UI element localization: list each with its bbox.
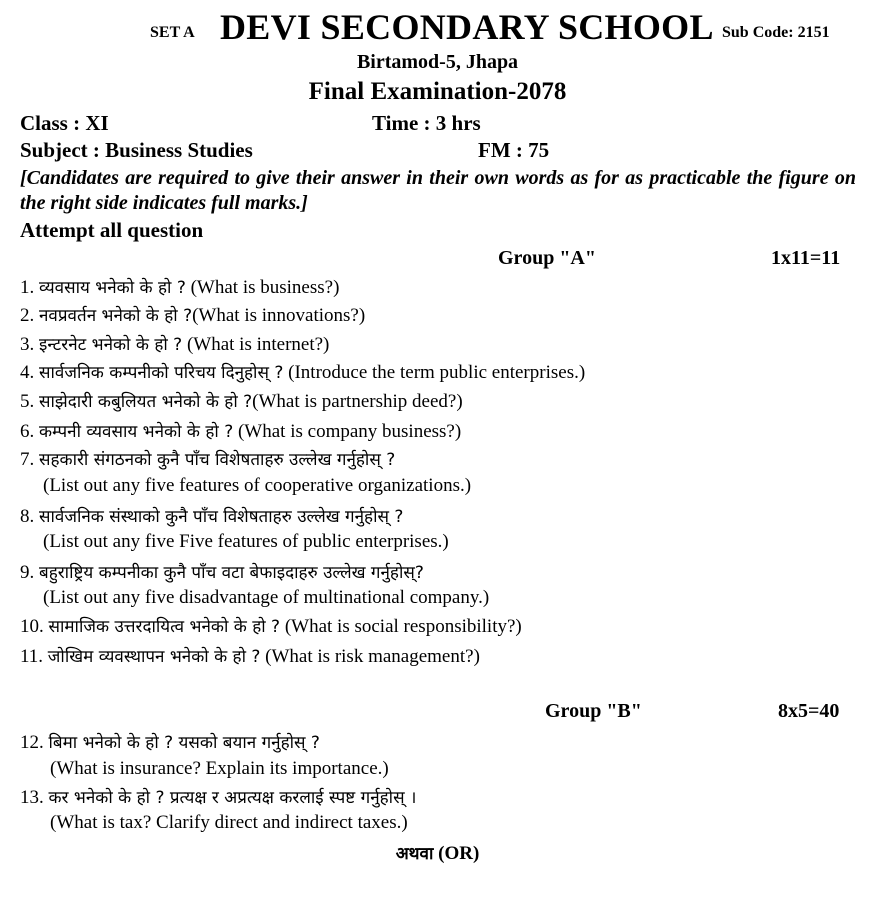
question-11 <box>20 644 480 668</box>
question-text-english: (What is social responsibility?) <box>280 616 522 637</box>
question-text-nepali: सार्वजनिक संस्थाको कुनै पाँच विशेषताहरु उल्लेख गर्नुहोस् ? <box>39 507 404 527</box>
instructions: [Candidates are required to give their answer in their own words as for as practicable the figure on the right side indicates full marks.] <box>20 167 856 214</box>
full-marks-label: FM : 75 <box>478 138 550 162</box>
question-number: 13. <box>20 787 44 808</box>
question-text-english: (What is company business?) <box>233 421 462 442</box>
question-number: 1. <box>20 277 35 298</box>
question-text-nepali: सहकारी संगठनको कुनै पाँच विशेषताहरु उल्लेख गर्नुहोस् ? <box>39 450 396 470</box>
question-text-nepali: व्यवसाय भनेको के हो ? <box>39 278 186 298</box>
question-4 <box>20 360 585 384</box>
class-label: Class : XI <box>20 111 109 135</box>
question-text-nepali: बहुराष्ट्रिय कम्पनीका कुनै पाँच वटा बेफाइदाहरु उल्लेख गर्नुहोस्? <box>39 563 424 583</box>
question-number: 9. <box>20 562 35 583</box>
question-number: 3. <box>20 334 35 355</box>
group-a-title: Group "A" <box>498 247 596 269</box>
question-text-nepali: साझेदारी कबुलियत भनेको के हो ? <box>39 392 253 412</box>
question-text-english: (Introduce the term public enterprises.) <box>283 362 586 383</box>
or-divider <box>0 841 875 865</box>
question-number: 12. <box>20 732 44 753</box>
question-number: 5. <box>20 391 35 412</box>
question-6 <box>20 419 461 443</box>
question-text-english: (What is internet?) <box>182 334 330 355</box>
question-8-english: (List out any five Five features of public enterprises.) <box>43 531 449 552</box>
question-number: 8. <box>20 506 35 527</box>
question-number: 6. <box>20 421 35 442</box>
question-text-nepali: सार्वजनिक कम्पनीको परिचय दिनुहोस् ? <box>39 363 284 383</box>
question-5 <box>20 389 463 413</box>
question-text-nepali: जोखिम व्यवस्थापन भनेको के हो ? <box>47 647 261 667</box>
question-3 <box>20 332 329 356</box>
question-number: 11. <box>20 646 44 667</box>
question-text-nepali: कम्पनी व्यवसाय भनेको के हो ? <box>39 422 234 442</box>
sub-code: Sub Code: 2151 <box>722 24 830 41</box>
question-text-nepali: कर भनेको के हो ? प्रत्यक्ष र अप्रत्यक्ष करलाई स्पष्ट गर्नुहोस् । <box>48 788 417 808</box>
group-a-marks: 1x11=11 <box>771 247 841 269</box>
school-address: Birtamod-5, Jhapa <box>356 51 519 73</box>
question-text-english: (What is risk management?) <box>260 646 480 667</box>
question-text-nepali: नवप्रवर्तन भनेको के हो ? <box>39 306 193 326</box>
question-text-english: (What is partnership deed?) <box>252 391 463 412</box>
question-12 <box>20 730 320 754</box>
exam-title: Final Examination-2078 <box>308 78 567 105</box>
question-text-nepali: इन्टरनेट भनेको के हो ? <box>39 335 183 355</box>
question-13-english: (What is tax? Clarify direct and indirect taxes.) <box>50 812 408 833</box>
question-number: 7. <box>20 449 35 470</box>
or-nepali: अथवा <box>395 844 434 864</box>
question-1 <box>20 275 339 299</box>
question-7-english: (List out any five features of cooperative organizations.) <box>43 475 472 496</box>
question-text-nepali: बिमा भनेको के हो ? यसको बयान गर्नुहोस् ? <box>48 733 320 753</box>
question-9-english: (List out any five disadvantage of multinational company.) <box>43 587 490 608</box>
set-label: SET A <box>150 24 195 41</box>
attempt-all-label: Attempt all question <box>20 218 204 242</box>
question-9 <box>20 560 424 584</box>
time-label: Time : 3 hrs <box>372 111 481 135</box>
question-number: 2. <box>20 305 35 326</box>
question-number: 4. <box>20 362 35 383</box>
question-10 <box>20 614 522 638</box>
question-text-nepali: सामाजिक उत्तरदायित्व भनेको के हो ? <box>48 617 281 637</box>
question-13 <box>20 785 416 809</box>
question-8 <box>20 504 403 528</box>
school-name: DEVI SECONDARY SCHOOL <box>220 7 714 47</box>
question-number: 10. <box>20 616 44 637</box>
question-7 <box>20 447 395 471</box>
question-2 <box>20 303 365 327</box>
subject-label: Subject : Business Studies <box>20 138 253 162</box>
group-b-marks: 8x5=40 <box>778 700 840 722</box>
or-english: (OR) <box>433 843 480 864</box>
question-text-english: (What is innovations?) <box>192 305 366 326</box>
group-b-title: Group "B" <box>545 700 642 722</box>
question-12-english: (What is insurance? Explain its importance.) <box>50 758 389 779</box>
question-text-english: (What is business?) <box>185 277 340 298</box>
